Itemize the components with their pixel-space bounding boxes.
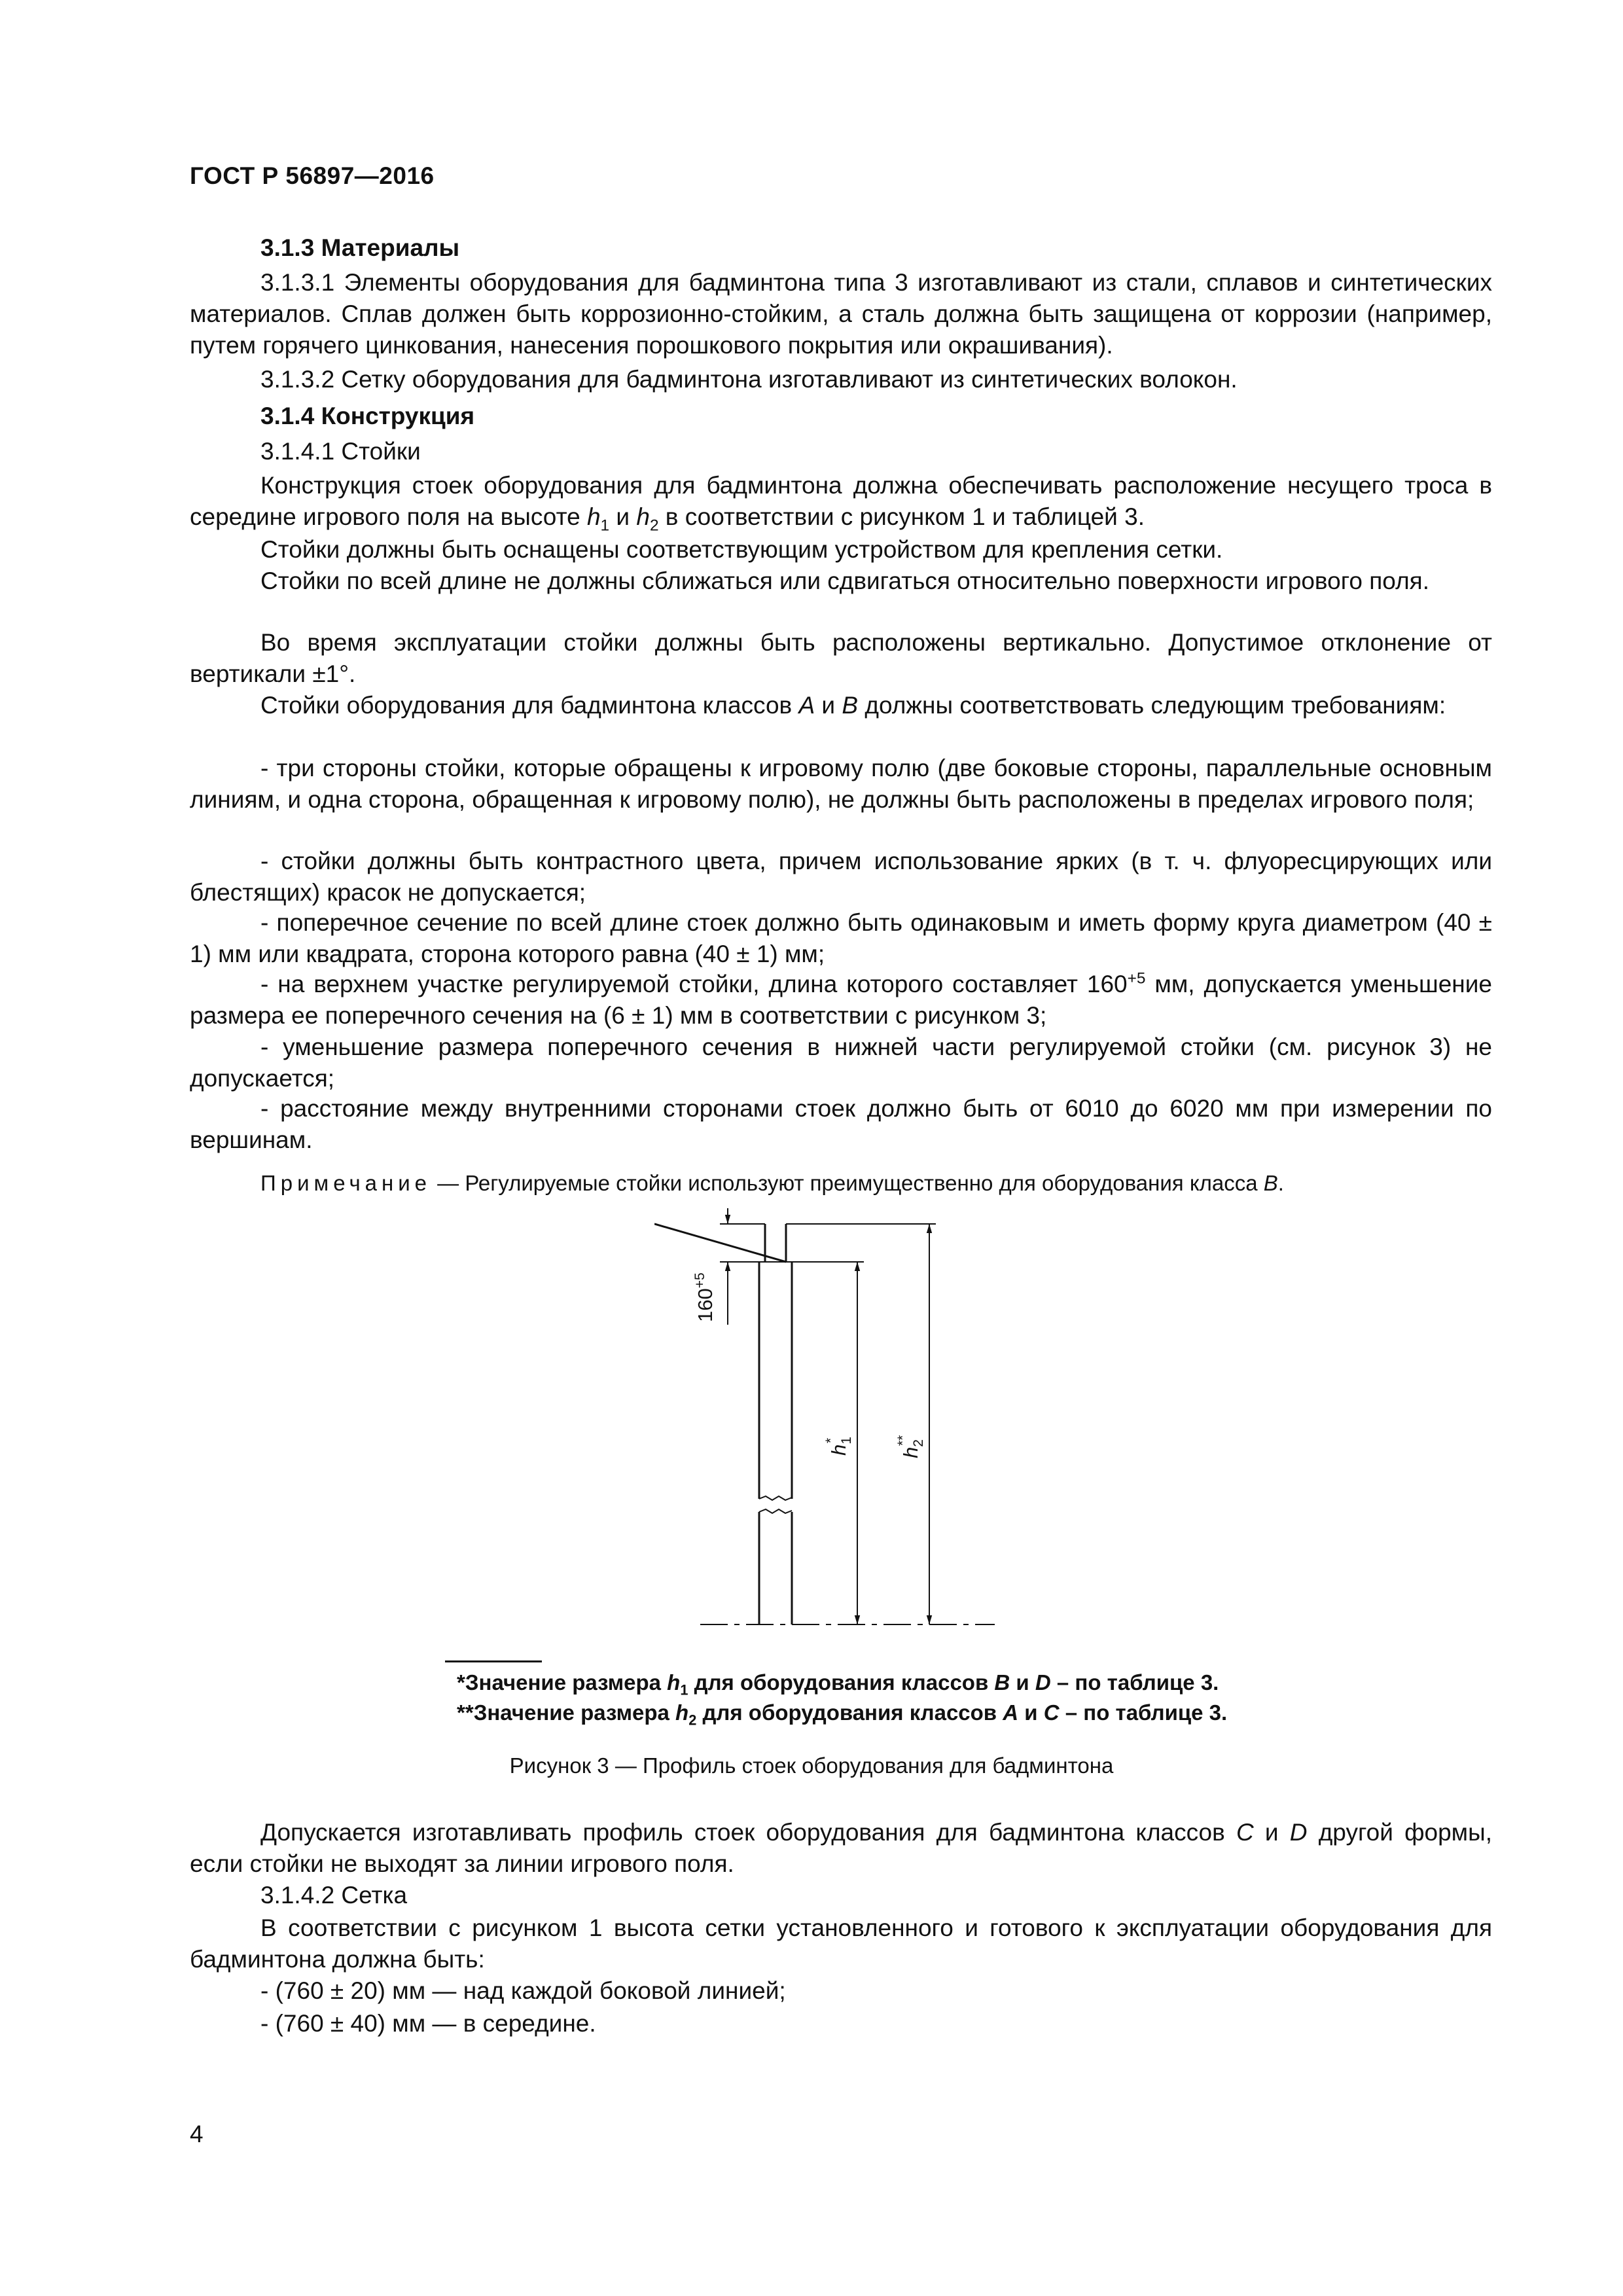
break-line-bottom: [759, 1509, 792, 1513]
figure-post-profile: [654, 1204, 1021, 1636]
list-item-color: - стойки должны быть контрастного цвета, причем использование ярких (в т. ч. флуоресцирующих или блестящих) красок не допускается;: [190, 848, 1492, 906]
figure-caption: Рисунок 3 — Профиль стоек оборудования для бадминтона: [509, 1753, 1114, 1778]
list-item-sides: - три стороны стойки, которые обращены к игровому полю (две боковые стороны, параллельные основным линиям, и одна сторона, обращенная к игровому полю), не должны быть расположены в пределах игрового поля;: [190, 755, 1492, 813]
list-item-middle-height: - (760 ± 40) мм — в середине.: [260, 2010, 596, 2037]
list-item-upper-part: - на верхнем участке регулируемой стойки, длина которого составляет $160^{+5}$ мм, допускается уменьшение размера ее поперечного сечения на (6 ± 1) мм в соответствии с рисунком 3;: [190, 969, 1492, 1029]
paragraph-classes-ab: Стойки оборудования для бадминтона классов A и B должны соответствовать следующим требованиям:: [260, 692, 1446, 719]
paragraph-vertical: Во время эксплуатации стойки должны быть расположены вертикально. Допустимое отклонение от вертикали ±1°.: [190, 629, 1492, 687]
footnote-rule: [445, 1660, 542, 1662]
paragraph-classes-cd: Допускается изготавливать профиль стоек оборудования для бадминтона классов C и D другой формы, если стойки не выходят за линии игрового поля.: [190, 1819, 1492, 1877]
footnote-h1: *Значение размера $h_1$ для оборудования классов B и D – по таблице 3.: [457, 1670, 1219, 1698]
subsection-3-1-4-1: 3.1.4.1 Стойки: [260, 438, 421, 465]
break-line-top: [759, 1496, 792, 1500]
document-header: ГОСТ Р 56897—2016: [190, 162, 435, 189]
list-item-distance: - расстояние между внутренними сторонами стоек должно быть от 6010 до 6020 мм при измерении по вершинам.: [190, 1095, 1492, 1153]
paragraph-posts-stability: Стойки по всей длине не должны сближаться или сдвигаться относительно поверхности игрового поля.: [260, 567, 1429, 594]
paragraph-3-1-3-1: 3.1.3.1 Элементы оборудования для бадминтона типа 3 изготавливают из стали, сплавов и синтетических материалов. Сплав должен быть коррозионно-стойким, а сталь должна быть защищена от коррозии (например, путем горячего цинкования, нанесения порошкового покрытия или окрашивания).: [190, 269, 1492, 359]
paragraph-posts-placement: Конструкция стоек оборудования для бадминтона должна обеспечивать расположение несущего троса в середине игрового поля на высоте $h_1$ и $h_2$ в соответствии с рисунком 1 и таблицей 3.: [190, 472, 1492, 535]
list-item-cross-section: - поперечное сечение по всей длине стоек должно быть одинаковым и иметь форму круга диаметром (40 ± 1) мм или квадрата, сторона которого равна (40 ± 1) мм;: [190, 909, 1492, 967]
footnote-h2: **Значение размера $h_2$ для оборудования классов A и C – по таблице 3.: [457, 1700, 1228, 1729]
paragraph-net-mount: Стойки должны быть оснащены соответствующим устройством для крепления сетки.: [260, 536, 1223, 563]
section-3-1-4-title: 3.1.4 Конструкция: [260, 403, 475, 429]
subsection-3-1-4-2: 3.1.4.2 Сетка: [260, 1882, 408, 1909]
dim-h1-label: $h_1*$: [823, 1437, 854, 1456]
paragraph-3-1-3-2: 3.1.3.2 Сетку оборудования для бадминтона изготавливают из синтетических волокон.: [260, 366, 1238, 393]
note-label: Примечание: [260, 1171, 432, 1195]
list-item-lower-part: - уменьшение размера поперечного сечения в нижней части регулируемой стойки (см. рисунок 3) не допускается;: [190, 1033, 1492, 1092]
list-item-sideline-height: - (760 ± 20) мм — над каждой боковой линией;: [260, 1977, 786, 2004]
paragraph-net-height: В соответствии с рисунком 1 высота сетки установленного и готового к эксплуатации оборудования для бадминтона должна быть:: [190, 1914, 1492, 1973]
note: Примечание — Регулируемые стойки используют преимущественно для оборудования класса B.: [260, 1171, 1284, 1195]
page-number: 4: [190, 2121, 204, 2147]
dim-h2-label: $h_2**$: [895, 1435, 926, 1458]
dim-160-label: $160^{+5}$: [692, 1272, 717, 1322]
section-3-1-3-title: 3.1.3 Материалы: [260, 234, 460, 261]
